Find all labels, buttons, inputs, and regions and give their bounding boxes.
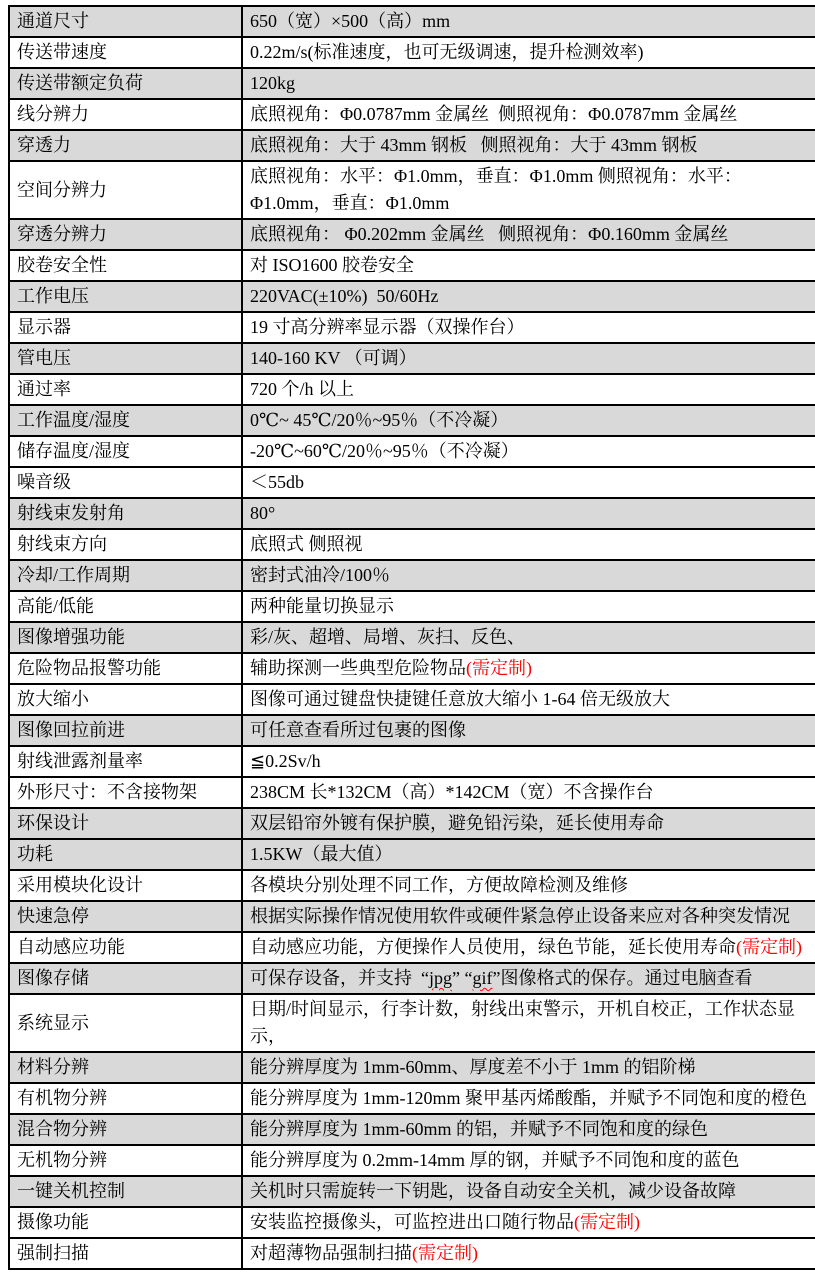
spec-value-text: 彩/灰、超增、局增、灰扫、反色、 <box>250 627 525 647</box>
spec-value-text: 120kg <box>250 73 295 93</box>
spec-value <box>242 1145 815 1176</box>
spec-label: 射线束方向 <box>9 529 242 560</box>
spec-value <box>242 498 815 529</box>
spec-value <box>242 1207 815 1238</box>
table-row <box>9 1145 815 1176</box>
spec-value-text: ＜55db <box>250 472 304 492</box>
table-row <box>9 529 815 560</box>
spec-label: 材料分辨 <box>9 1052 242 1083</box>
table-row <box>9 436 815 467</box>
spec-value <box>242 715 815 746</box>
spec-value <box>242 1114 815 1145</box>
spec-value-text: 可任意查看所过包裹的图像 <box>250 720 466 740</box>
spec-label: 高能/低能 <box>9 591 242 622</box>
spec-value-text: 安装监控摄像头，可监控进出口随行物品 <box>250 1212 574 1232</box>
table-row <box>9 343 815 374</box>
spec-value <box>242 161 815 219</box>
spec-value-text: 双层铅帘外镀有保护膜，避免铅污染，延长使用寿命 <box>250 813 664 833</box>
spec-value-text: 根据实际操作情况使用软件或硬件紧急停止设备来应对各种突发情况 <box>250 906 790 926</box>
table-row <box>9 6 815 37</box>
spec-label: 穿透分辨力 <box>9 219 242 250</box>
spec-value-text: 底照视角：大于 43mm 钢板 侧照视角：大于 43mm 钢板 <box>250 135 698 155</box>
table-row <box>9 870 815 901</box>
spec-label: 强制扫描 <box>9 1238 242 1269</box>
spec-label: 系统显示 <box>9 994 242 1052</box>
spec-label: 传送带额定负荷 <box>9 68 242 99</box>
table-row <box>9 1207 815 1238</box>
table-row <box>9 839 815 870</box>
table-row <box>9 746 815 777</box>
table-row <box>9 374 815 405</box>
spec-value <box>242 312 815 343</box>
spec-value-text: 底照视角：水平：Φ1.0mm，垂直：Φ1.0mm 侧照视角：水平：Φ1.0mm，垂直：Φ1.0mm <box>250 166 742 213</box>
spec-value <box>242 653 815 684</box>
table-row <box>9 1176 815 1207</box>
spec-label: 快速急停 <box>9 901 242 932</box>
spec-value <box>242 99 815 130</box>
table-row <box>9 808 815 839</box>
spec-value <box>242 839 815 870</box>
spec-label: 储存温度/湿度 <box>9 436 242 467</box>
spec-value-text: 1.5KW（最大值） <box>250 844 393 864</box>
spec-label: 噪音级 <box>9 467 242 498</box>
spec-value <box>242 467 815 498</box>
spec-value <box>242 343 815 374</box>
spec-value-text: 对 ISO1600 胶卷安全 <box>250 255 415 275</box>
spec-value-text: 能分辨厚度为 1mm-60mm、厚度差不小于 1mm 的铝阶梯 <box>250 1057 696 1077</box>
spec-value-text: 能分辨厚度为 1mm-120mm 聚甲基丙烯酸酯，并赋予不同饱和度的橙色 <box>250 1088 807 1108</box>
spec-label: 线分辨力 <box>9 99 242 130</box>
spec-value <box>242 1052 815 1083</box>
spec-value-text: 各模块分别处理不同工作，方便故障检测及维修 <box>250 875 628 895</box>
table-row <box>9 161 815 219</box>
spec-value <box>242 68 815 99</box>
spec-value-text: 80° <box>250 503 276 523</box>
spec-label: 图像回拉前进 <box>9 715 242 746</box>
spec-value <box>242 281 815 312</box>
spec-value-text: 关机时只需旋转一下钥匙，设备自动安全关机，减少设备故障 <box>250 1181 736 1201</box>
table-row <box>9 622 815 653</box>
spec-value-text: 能分辨厚度为 0.2mm-14mm 厚的钢，并赋予不同饱和度的蓝色 <box>250 1150 740 1170</box>
table-row <box>9 715 815 746</box>
spec-label: 射线泄露剂量率 <box>9 746 242 777</box>
spec-value <box>242 994 815 1052</box>
spec-label: 传送带速度 <box>9 37 242 68</box>
spec-value-text: 能分辨厚度为 1mm-60mm 的铝，并赋予不同饱和度的绿色 <box>250 1119 708 1139</box>
spec-value-text: -20℃~60℃/20％~95％（不冷凝） <box>250 441 519 461</box>
spec-value-text: 两种能量切换显示 <box>250 596 394 616</box>
table-row <box>9 994 815 1052</box>
spec-label: 危险物品报警功能 <box>9 653 242 684</box>
table-row <box>9 1238 815 1269</box>
spec-value-text: 底照视角：Φ0.0787mm 金属丝 侧照视角：Φ0.0787mm 金属丝 <box>250 104 738 124</box>
spec-value <box>242 870 815 901</box>
spec-value-text: 辅助探测一些典型危险物品 <box>250 658 466 678</box>
spec-value <box>242 963 815 994</box>
table-row <box>9 1052 815 1083</box>
spec-label: 通过率 <box>9 374 242 405</box>
spec-label: 冷却/工作周期 <box>9 560 242 591</box>
spec-value <box>242 37 815 68</box>
spec-label: 摄像功能 <box>9 1207 242 1238</box>
spec-value-text: 图像可通过键盘快捷键任意放大缩小 1-64 倍无级放大 <box>250 689 670 709</box>
spec-value <box>242 436 815 467</box>
spellcheck-marked-word: gif <box>472 968 493 988</box>
spec-value-text: 220VAC(±10%) 50/60Hz <box>250 286 439 306</box>
table-row <box>9 498 815 529</box>
spec-value <box>242 901 815 932</box>
table-row <box>9 1083 815 1114</box>
spec-value <box>242 560 815 591</box>
spec-value <box>242 1238 815 1269</box>
spec-label: 工作温度/湿度 <box>9 405 242 436</box>
spec-label: 穿透力 <box>9 130 242 161</box>
spec-value <box>242 622 815 653</box>
spec-value <box>242 529 815 560</box>
spec-label: 射线束发射角 <box>9 498 242 529</box>
spec-value <box>242 6 815 37</box>
spec-value-text: 0.22m/s(标准速度，也可无级调速，提升检测效率) <box>250 42 644 62</box>
spec-label: 一键关机控制 <box>9 1176 242 1207</box>
spec-label: 工作电压 <box>9 281 242 312</box>
spec-value-text: 140-160 KV （可调） <box>250 348 417 368</box>
spec-value-text: ” “ <box>452 968 473 988</box>
spec-value <box>242 219 815 250</box>
spec-value-text: 可保存设备，并支持 “ <box>250 968 429 988</box>
spec-value <box>242 684 815 715</box>
spec-label: 混合物分辨 <box>9 1114 242 1145</box>
spec-label: 外形尺寸：不含接物架 <box>9 777 242 808</box>
table-row <box>9 467 815 498</box>
table-row <box>9 99 815 130</box>
spec-value-text: 238CM 长*132CM（高）*142CM（宽）不含操作台 <box>250 782 654 802</box>
spec-value <box>242 777 815 808</box>
spec-value-text: 对超薄物品强制扫描 <box>250 1243 412 1263</box>
table-row <box>9 405 815 436</box>
spec-value <box>242 405 815 436</box>
spec-value-text: 底照视角： Φ0.202mm 金属丝 侧照视角：Φ0.160mm 金属丝 <box>250 224 729 244</box>
spec-value <box>242 1083 815 1114</box>
spec-value-text: ”图像格式的保存。通过电脑查看 <box>492 968 753 988</box>
spec-value-text: 密封式油冷/100％ <box>250 565 391 585</box>
table-row <box>9 281 815 312</box>
spec-value-text: 日期/时间显示，行李计数，射线出束警示，开机自校正，工作状态显示， <box>250 999 795 1046</box>
spec-value <box>242 746 815 777</box>
table-row <box>9 250 815 281</box>
spec-value-text: 19 寸高分辨率显示器（双操作台） <box>250 317 525 337</box>
spellcheck-marked-word: jpg <box>429 968 453 988</box>
custom-required-note: (需定制) <box>574 1212 640 1232</box>
spec-label: 环保设计 <box>9 808 242 839</box>
spec-label: 放大缩小 <box>9 684 242 715</box>
spec-value <box>242 808 815 839</box>
spec-value-text: 720 个/h 以上 <box>250 379 355 399</box>
custom-required-note: (需定制) <box>736 937 802 957</box>
table-row <box>9 37 815 68</box>
table-row <box>9 901 815 932</box>
table-row <box>9 591 815 622</box>
spec-value-text: 0℃~ 45℃/20％~95％（不冷凝） <box>250 410 509 430</box>
spec-label: 管电压 <box>9 343 242 374</box>
spec-label: 功耗 <box>9 839 242 870</box>
table-row <box>9 932 815 963</box>
spec-value <box>242 1176 815 1207</box>
spec-value <box>242 250 815 281</box>
spec-table-body <box>9 6 815 1269</box>
spec-label: 空间分辨力 <box>9 161 242 219</box>
spec-label: 有机物分辨 <box>9 1083 242 1114</box>
spec-label: 胶卷安全性 <box>9 250 242 281</box>
table-row <box>9 130 815 161</box>
spec-label: 无机物分辨 <box>9 1145 242 1176</box>
spec-label: 采用模块化设计 <box>9 870 242 901</box>
custom-required-note: (需定制) <box>466 658 532 678</box>
spec-label: 图像存储 <box>9 963 242 994</box>
spec-label: 图像增强功能 <box>9 622 242 653</box>
spec-value-text: 底照式 侧照视 <box>250 534 363 554</box>
spec-table <box>8 5 815 1270</box>
spec-value <box>242 591 815 622</box>
table-row <box>9 684 815 715</box>
table-row <box>9 963 815 994</box>
table-row <box>9 653 815 684</box>
table-row <box>9 219 815 250</box>
spec-label: 自动感应功能 <box>9 932 242 963</box>
table-row <box>9 777 815 808</box>
custom-required-note: (需定制) <box>412 1243 478 1263</box>
spec-label: 显示器 <box>9 312 242 343</box>
table-row <box>9 1114 815 1145</box>
spec-value-text: 650（宽）×500（高）mm <box>250 11 451 31</box>
spec-value-text: ≦0.2Sv/h <box>250 751 321 771</box>
table-row <box>9 560 815 591</box>
spec-value <box>242 130 815 161</box>
table-row <box>9 68 815 99</box>
spec-value <box>242 374 815 405</box>
spec-value-text: 自动感应功能，方便操作人员使用，绿色节能，延长使用寿命 <box>250 937 736 957</box>
spec-label: 通道尺寸 <box>9 6 242 37</box>
table-row <box>9 312 815 343</box>
spec-value <box>242 932 815 963</box>
